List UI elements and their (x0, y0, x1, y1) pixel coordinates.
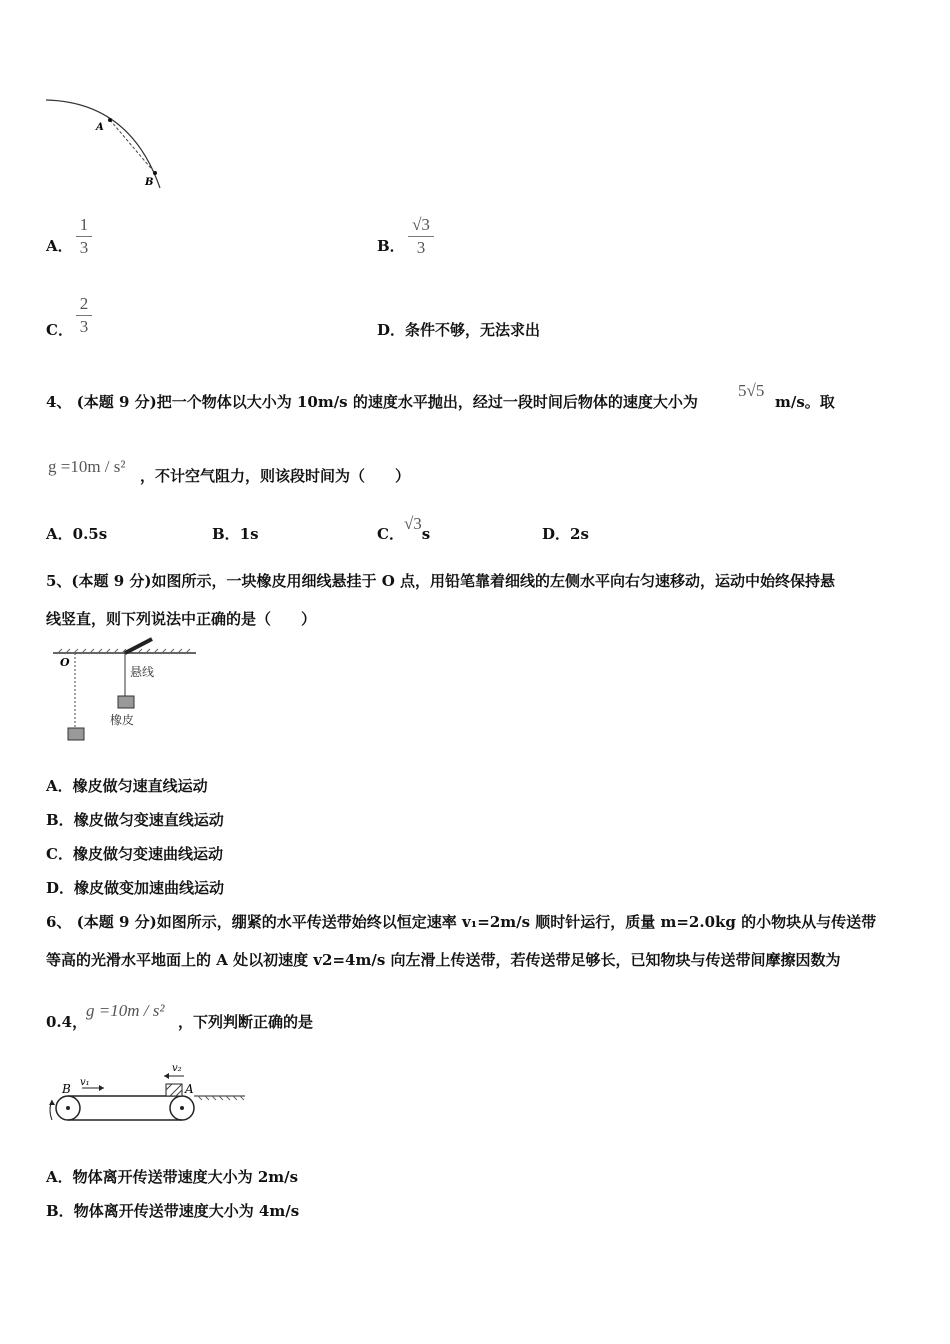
conveyor-figure (42, 1058, 252, 1130)
q4-speed-math: 5√5 (738, 381, 765, 400)
thread-label: 悬线 (130, 665, 155, 679)
arc-figure (40, 90, 170, 195)
q6-option-b: B．物体离开传送带速度大小为 4m/s (46, 1202, 300, 1220)
v1-label: v₁ (80, 1077, 90, 1088)
denominator: 3 (79, 238, 89, 257)
q4-option-d: D．2s (542, 525, 589, 543)
q6-line1: 6、 (本题 9 分)如图所示，绷紧的水平传送带始终以恒定速率 v₁=2m/s 顺时针运行，质量 m=2.0kg 的小物块从与传送带 (46, 913, 877, 931)
option-b-letter: B． (377, 237, 405, 255)
q4-line1-end: m/s。取 (775, 393, 835, 411)
eraser-figure (48, 636, 203, 748)
q6-line3-start: 0.4， (46, 1013, 88, 1031)
option-b-fraction (408, 215, 434, 258)
option-c-letter: C． (46, 321, 73, 339)
q5-option-b: B．橡皮做匀变速直线运动 (46, 811, 224, 829)
q6-line3-end: ，下列判断正确的是 (178, 1013, 314, 1031)
option-c-fraction (76, 294, 92, 337)
denominator: 3 (416, 238, 426, 257)
v2-label: v₂ (172, 1063, 182, 1074)
eraser-label: 橡皮 (110, 713, 135, 727)
point-a-label: A (96, 122, 104, 133)
numerator: √3 (412, 215, 430, 234)
q6-g-math: g =10m / s² (86, 1001, 165, 1020)
point-b-label: B (145, 177, 154, 188)
option-a-letter: A． (46, 237, 73, 255)
numerator: 2 (79, 294, 89, 313)
q4-option-a: A．0.5s (46, 525, 108, 543)
q4-option-c: C．√3s (377, 514, 431, 543)
q6-line2: 等高的光滑水平地面上的 A 处以初速度 v2=4m/s 向左滑上传送带，若传送带足够长，已知物块与传送带间摩擦因数为 (46, 951, 841, 969)
option-d: D．条件不够，无法求出 (377, 321, 541, 339)
q5-option-c: C．橡皮做匀变速曲线运动 (46, 845, 223, 863)
denominator: 3 (79, 317, 89, 336)
q4-g-math: g =10m / s² (48, 457, 126, 476)
q4-line2: ，不计空气阻力，则该段时间为（ ） (140, 467, 411, 485)
point-a-label: A (185, 1082, 194, 1096)
q4-option-b: B．1s (212, 525, 259, 543)
option-a-fraction (76, 215, 92, 258)
q5-line1: 5、(本题 9 分)如图所示，一块橡皮用细线悬挂于 O 点，用铅笔靠着细线的左侧水平向右匀速移动，运动中始终保持悬 (46, 572, 836, 590)
numerator: 1 (79, 215, 89, 234)
q5-option-d: D．橡皮做变加速曲线运动 (46, 879, 225, 897)
q4-line1: 4、 (本题 9 分)把一个物体以大小为 10m/s 的速度水平抛出，经过一段时间后物体的速度大小为 (46, 393, 698, 411)
q5-line2: 线竖直，则下列说法中正确的是（ ） (46, 610, 317, 628)
point-b-label: B (62, 1082, 71, 1096)
q5-option-a: A．橡皮做匀速直线运动 (46, 777, 208, 795)
q6-option-a: A．物体离开传送带速度大小为 2m/s (46, 1168, 299, 1186)
point-o-label: O (60, 656, 70, 669)
